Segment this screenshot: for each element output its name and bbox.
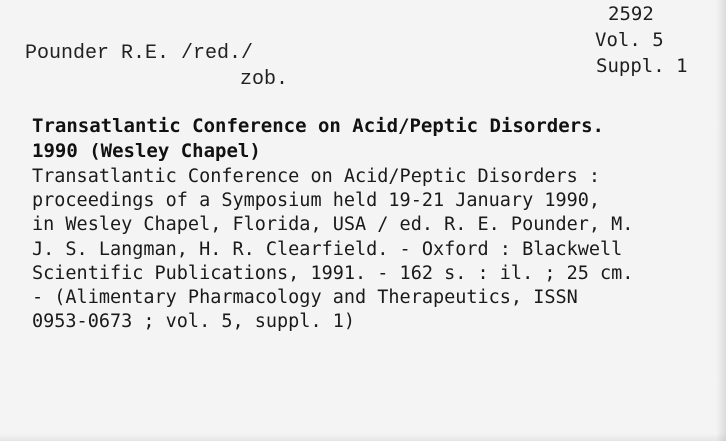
heading-title: Transatlantic Conference on Acid/Peptic Disorders. [32,115,604,137]
description-line: Transatlantic Conference on Acid/Peptic Disorders : [32,166,601,187]
volume-label: Vol. 5 [595,29,664,51]
description-line: Scientific Publications, 1991. - 162 s. : il. ; 25 cm. [32,262,634,284]
card-edge-shadow [716,0,726,441]
author-name: Pounder R.E. /red./ [25,42,254,65]
description-line: - (Alimentary Pharmacology and Therapeutics, ISSN [32,287,578,309]
card-heading [32,114,604,164]
description-line: J. S. Langman, H. R. Clearfield. - Oxford : Blackwell [32,238,623,260]
description-line: 0953-0673 ; vol. 5, suppl. 1) [32,311,356,333]
call-number: 2592 [608,3,654,25]
bibliographic-description [32,165,712,334]
supplement-label: Suppl. 1 [596,55,688,77]
description-line: proceedings of a Symposium held 19-21 January 1990, [32,190,601,212]
author-role: zob. [240,68,289,91]
heading-year-place: 1990 (Wesley Chapel) [32,140,261,162]
description-line: in Wesley Chapel, Florida, USA / ed. R. E. Pounder, M. [32,214,634,236]
card-bottom-shadow [0,433,726,441]
